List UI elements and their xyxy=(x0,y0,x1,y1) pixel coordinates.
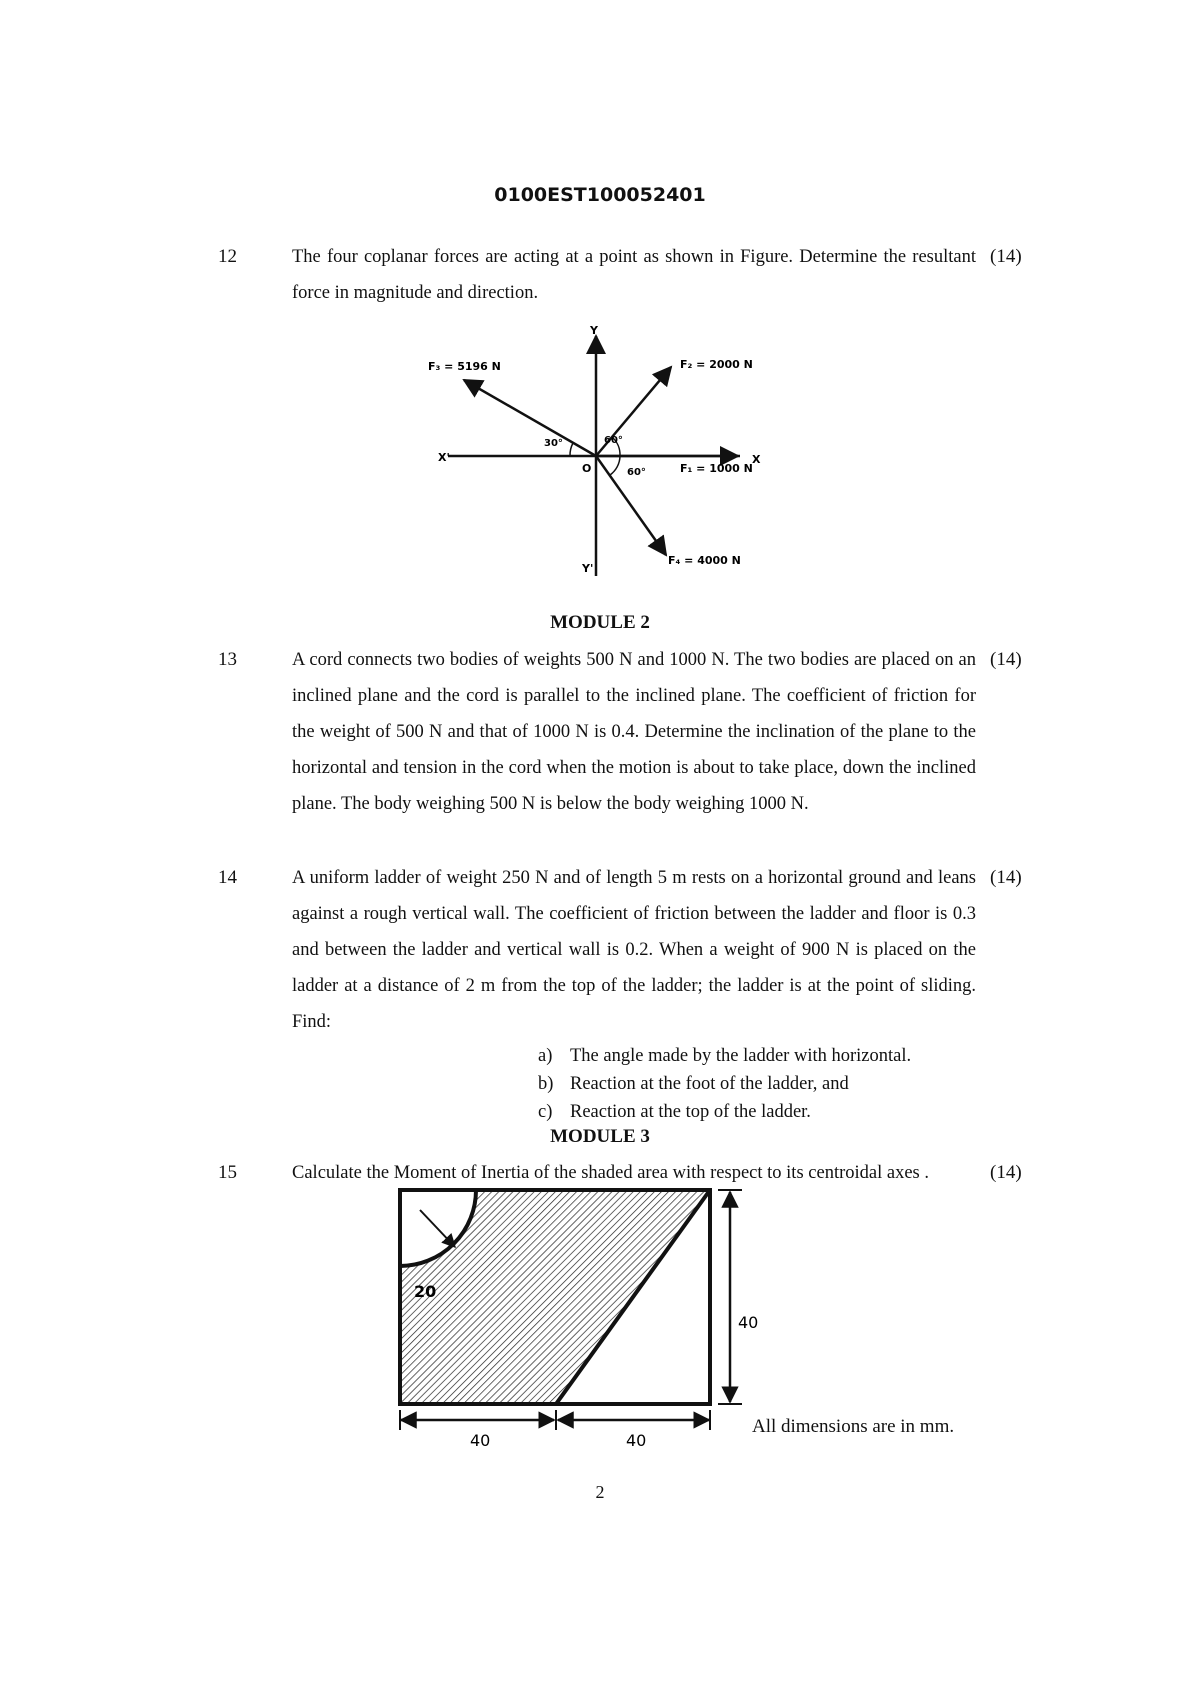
origin-label: O xyxy=(582,462,592,475)
exam-code: 0100EST100052401 xyxy=(494,184,706,206)
question-number-14: 14 xyxy=(218,867,237,888)
question-12-marks: (14) xyxy=(990,246,1022,267)
angle-f3-label: 30° xyxy=(544,438,563,449)
option-text: The angle made by the ladder with horizontal. xyxy=(570,1046,912,1066)
question-13-text: A cord connects two bodies of weights 500 N and 1000 N. The two bodies are placed on an inclined plane and the cord is parallel to the inclined plane. The coefficient of friction for the weight of 500 N and that of 1000 N is 0.4. Determine the inclination of the plane to the horizontal and tension in the cord when the motion is about to take place, down the inclined plane. The body weighing 500 N is below the body weighing 1000 N. xyxy=(292,650,976,814)
force-f1-label: F₁ = 1000 N xyxy=(680,462,753,475)
dimensions-note: All dimensions are in mm. xyxy=(752,1416,955,1437)
axis-x-label: X xyxy=(752,453,761,466)
angle-f4-label: 60° xyxy=(627,467,646,478)
module-2-heading: MODULE 2 xyxy=(550,612,650,633)
angle-f2-label: 60° xyxy=(604,435,623,446)
option-label: b) xyxy=(538,1074,554,1094)
question-12-text: The four coplanar forces are acting at a point as shown in Figure. Determine the resultant force in magnitude and direction. xyxy=(292,247,976,303)
shaded-area xyxy=(400,1190,710,1404)
question-14-marks: (14) xyxy=(990,867,1022,888)
axis-x-neg-label: X' xyxy=(438,451,450,464)
width-left-label: 40 xyxy=(470,1431,491,1450)
force-f2-label: F₂ = 2000 N xyxy=(680,358,753,371)
question-number-13: 13 xyxy=(218,649,237,670)
width-right-label: 40 xyxy=(626,1431,647,1450)
module-3-heading: MODULE 3 xyxy=(550,1126,650,1147)
question-15-marks: (14) xyxy=(990,1162,1022,1183)
height-label: 40 xyxy=(738,1313,759,1332)
radius-arrow xyxy=(420,1210,455,1247)
question-13-marks: (14) xyxy=(990,649,1022,670)
force-f4-label: F₄ = 4000 N xyxy=(668,554,741,567)
option-label: c) xyxy=(538,1102,553,1122)
option-text: Reaction at the top of the ladder. xyxy=(570,1102,811,1122)
page-number: 2 xyxy=(595,1482,605,1502)
force-f3-label: F₃ = 5196 N xyxy=(428,360,501,373)
radius-label: 20 xyxy=(414,1282,437,1301)
axis-y-label: Y xyxy=(590,324,598,337)
question-14-text: A uniform ladder of weight 250 N and of length 5 m rests on a horizontal ground and leans against a rough vertical wall. The coefficient of friction between the ladder and floor is 0.3 and between the ladder and vertical wall is 0.2. When a weight of 900 N is placed on the ladder at a distance of 2 m from the top of the ladder; the ladder is at the point of sliding. Find: xyxy=(292,868,976,1032)
question-15-text: Calculate the Moment of Inertia of the shaded area with respect to its centroidal axes . xyxy=(292,1163,929,1183)
question-number-15: 15 xyxy=(218,1162,237,1183)
option-text: Reaction at the foot of the ladder, and xyxy=(570,1074,849,1094)
option-label: a) xyxy=(538,1046,553,1066)
axis-y-neg-label: Y' xyxy=(582,562,594,575)
question-number-12: 12 xyxy=(218,246,237,267)
